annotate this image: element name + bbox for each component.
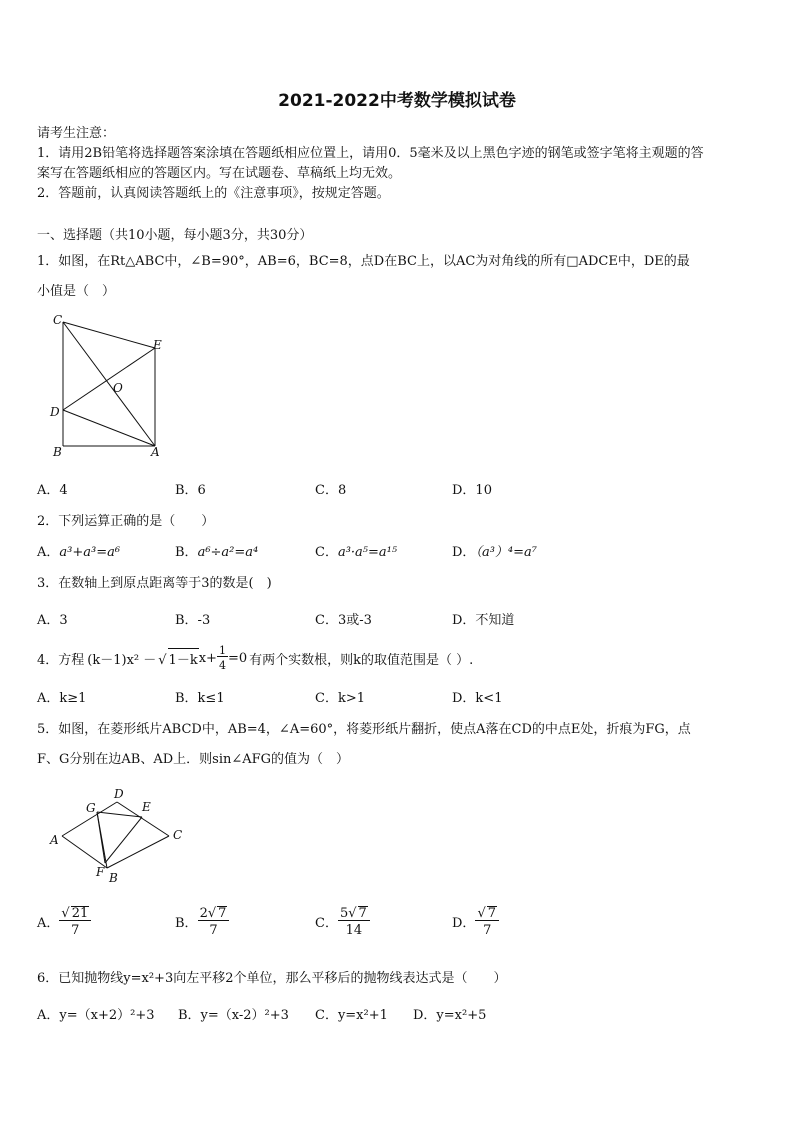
q5-figure <box>45 782 190 892</box>
q2-stem: 2．下列运算正确的是（ ） <box>37 514 215 529</box>
q1-label-a: A <box>151 445 160 459</box>
q3-option-a: A．3 <box>37 613 68 628</box>
q1-label-b: B <box>53 445 62 459</box>
section-heading: 一、选择题（共10小题，每小题3分，共30分） <box>37 228 313 243</box>
q2-option-c: C．a³·a⁵=a¹⁵ <box>315 545 398 560</box>
q4-option-a: A．k≥1 <box>37 691 87 706</box>
notice-item-2: 2．答题前，认真阅读答题纸上的《注意事项》，按规定答题。 <box>37 186 390 201</box>
q6-option-d: D．y=x²+5 <box>413 1008 487 1023</box>
q5-option-a: A． $\frac{√ 21}{7}$ <box>37 906 91 937</box>
q5-stem-line-1: 5．如图，在菱形纸片ABCD中，AB=4，∠A=60°，将菱形纸片翻折，使点A落在CD的中点E处，折痕为FG，点 <box>37 722 691 737</box>
q5-label-e: E <box>142 800 151 814</box>
q5-label-f: F <box>96 865 105 879</box>
q5-option-d: D． $\frac{√ 7}{7}$ <box>452 906 499 937</box>
q1-label-d: D <box>50 405 60 419</box>
q6-option-c: C．y=x²+1 <box>315 1008 388 1023</box>
q1-label-c: C <box>53 313 63 327</box>
q1-stem-line-1: 1．如图，在Rt△ABC中，∠B=90°，AB=6，BC=8，点D在BC上，以AC为对角线的所有□ADCE中，DE的最 <box>37 254 690 269</box>
q4-stem: 4．方程 (k－1)x² － √ 1－k x+ $\frac{1}{4}$ =0 有两个实数根，则k的取值范围是（ ）. <box>37 644 474 672</box>
q6-stem: 6．已知抛物线y=x²+3向左平移2个单位，那么平移后的抛物线表达式是（ ） <box>37 971 507 986</box>
q2-option-b: B．a⁶÷a²=a⁴ <box>175 545 259 560</box>
q4-option-c: C．k>1 <box>315 691 365 706</box>
q5-label-b: B <box>109 871 118 885</box>
q1-stem-line-2: 小值是（ ） <box>37 284 116 299</box>
q5-option-c: C． $\frac{5√ 7}{14}$ <box>315 906 370 937</box>
q3-option-c: C．3或-3 <box>315 613 372 628</box>
q6-option-b: B．y=（x-2）²+3 <box>178 1008 289 1023</box>
q5-label-c: C <box>173 828 183 842</box>
q6-option-a: A．y=（x+2）²+3 <box>37 1008 155 1023</box>
q4-option-d: D．k<1 <box>452 691 503 706</box>
q5-label-g: G <box>86 801 96 815</box>
q5-label-a: A <box>50 833 59 847</box>
q1-label-e: E <box>153 338 162 352</box>
q3-option-b: B．-3 <box>175 613 211 628</box>
q3-stem: 3．在数轴上到原点距离等于3的数是( ) <box>37 576 272 591</box>
q1-option-b: B．6 <box>175 483 206 498</box>
q4-option-b: B．k≤1 <box>175 691 225 706</box>
q1-label-o: O <box>113 381 123 395</box>
q2-option-a: A．a³+a³=a⁶ <box>37 545 121 560</box>
q3-option-d: D．不知道 <box>452 613 515 628</box>
q1-option-a: A．4 <box>37 483 68 498</box>
q2-option-d: D．（a³）⁴=a⁷ <box>452 545 537 560</box>
q1-option-d: D．10 <box>452 483 492 498</box>
q5-stem-line-2: F、G分别在边AB、AD上．则sin∠AFG的值为（ ） <box>37 752 350 767</box>
q5-option-b: B． $\frac{2√ 7}{7}$ <box>175 906 229 937</box>
q1-figure <box>45 312 175 462</box>
q1-option-c: C．8 <box>315 483 347 498</box>
q5-label-d: D <box>114 787 124 801</box>
notice-heading: 请考生注意： <box>37 126 116 141</box>
page-title: 2021-2022中考数学模拟试卷 <box>278 91 516 111</box>
notice-item-1-line-2: 案写在答题纸相应的答题区内。写在试题卷、草稿纸上均无效。 <box>37 166 402 181</box>
notice-item-1-line-1: 1．请用2B铅笔将选择题答案涂填在答题纸相应位置上，请用0．5毫米及以上黑色字迹的钢笔或签字笔将主观题的答 <box>37 146 704 161</box>
